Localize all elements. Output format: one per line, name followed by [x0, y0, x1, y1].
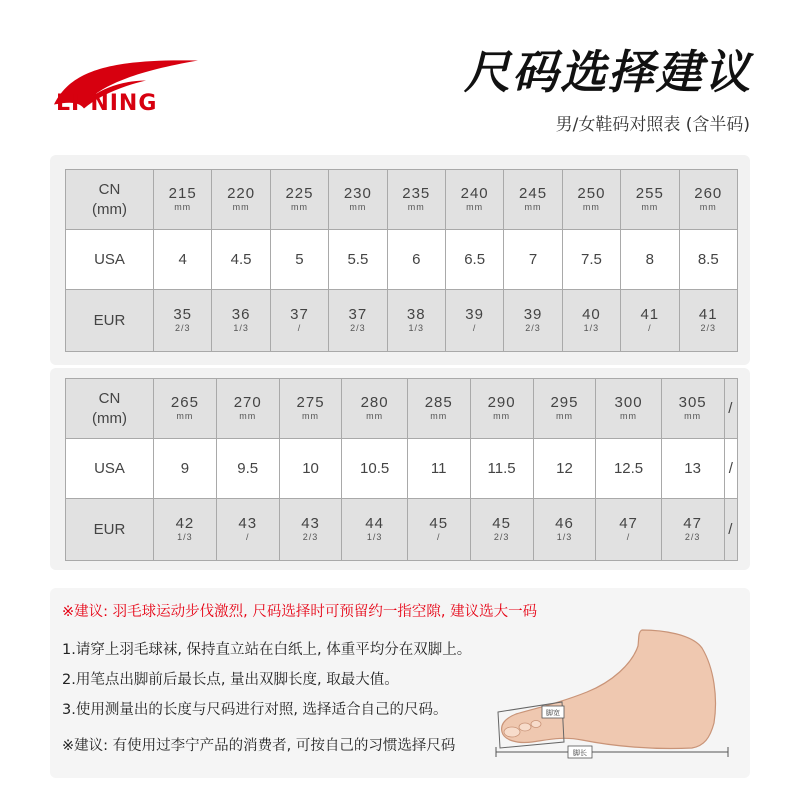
usa-cell: / — [724, 439, 737, 499]
cn-cell: 290 mm — [470, 379, 533, 439]
cn-label: CN — [98, 180, 121, 198]
cn-cell: 280 mm — [342, 379, 407, 439]
usa-row — [66, 230, 738, 290]
cn-cell: 295 mm — [533, 379, 596, 439]
eur-cell: 35 2/3 — [154, 290, 212, 352]
eur-cell: 43 / — [216, 499, 279, 561]
brand-habit-note: ※建议: 有使用过李宁产品的消费者, 可按自己的习惯选择尺码 — [62, 738, 456, 754]
foot-measurement-diagram — [492, 628, 737, 763]
cn-unit-label: (mm) — [92, 200, 127, 218]
eur-row — [66, 499, 738, 561]
usa-cell: 8 — [621, 230, 679, 290]
cn-label: CN — [98, 389, 121, 407]
usa-cell: 6.5 — [445, 230, 503, 290]
page-title: 尺码选择建议 — [464, 45, 752, 99]
usa-cell: 12 — [533, 439, 596, 499]
usa-cell: 7 — [504, 230, 562, 290]
usa-header: USA — [66, 230, 154, 290]
eur-header: EUR — [66, 499, 154, 561]
usa-cell: 10 — [279, 439, 342, 499]
cn-cell: 270 mm — [216, 379, 279, 439]
usa-cell: 11 — [407, 439, 470, 499]
eur-cell: 36 1/3 — [212, 290, 270, 352]
cn-cell: 230 mm — [329, 170, 387, 230]
cn-cell: 255 mm — [621, 170, 679, 230]
cn-header — [66, 379, 154, 439]
cn-cell: 240 mm — [445, 170, 503, 230]
cn-cell: 300 mm — [596, 379, 661, 439]
cn-cell: 220 mm — [212, 170, 270, 230]
page-subtitle: 男/女鞋码对照表 (含半码) — [555, 115, 750, 135]
cn-row — [66, 379, 738, 439]
eur-cell: 46 1/3 — [533, 499, 596, 561]
size-table-2 — [65, 378, 738, 561]
eur-cell: 45 2/3 — [470, 499, 533, 561]
usa-cell: 12.5 — [596, 439, 661, 499]
eur-cell: 37 2/3 — [329, 290, 387, 352]
size-panel-1 — [50, 155, 750, 365]
size-warning: ※建议: 羽毛球运动步伐激烈, 尺码选择时可预留约一指空隙, 建议选大一码 — [62, 604, 538, 620]
cn-cell: 215 mm — [154, 170, 212, 230]
eur-cell: 43 2/3 — [279, 499, 342, 561]
brand-name: LI-NING — [56, 91, 158, 116]
eur-cell: 44 1/3 — [342, 499, 407, 561]
usa-cell: 11.5 — [470, 439, 533, 499]
usa-cell: 6 — [387, 230, 445, 290]
cn-cell: 245 mm — [504, 170, 562, 230]
foot-width-label: 脚宽 — [546, 709, 560, 717]
eur-cell: 47 2/3 — [661, 499, 724, 561]
usa-header: USA — [66, 439, 154, 499]
eur-cell: 45 / — [407, 499, 470, 561]
cn-row — [66, 170, 738, 230]
usa-cell: 9.5 — [216, 439, 279, 499]
step-2-text: 2.用笔点出脚前后最长点, 量出双脚长度, 取最大值。 — [62, 672, 399, 688]
cn-cell: 260 mm — [679, 170, 737, 230]
usa-cell: 13 — [661, 439, 724, 499]
size-panel-2 — [50, 368, 750, 570]
eur-header: EUR — [66, 290, 154, 352]
cn-cell: 225 mm — [270, 170, 328, 230]
cn-cell: / — [724, 379, 737, 439]
eur-cell: 39 2/3 — [504, 290, 562, 352]
foot-illustration-icon — [502, 630, 716, 749]
eur-cell: 42 1/3 — [154, 499, 217, 561]
usa-cell: 4 — [154, 230, 212, 290]
cn-cell: 285 mm — [407, 379, 470, 439]
cn-cell: 265 mm — [154, 379, 217, 439]
header — [0, 0, 800, 150]
eur-cell: 40 1/3 — [562, 290, 620, 352]
eur-cell: 47 / — [596, 499, 661, 561]
usa-row — [66, 439, 738, 499]
size-table-1 — [65, 169, 738, 352]
eur-cell: 39 / — [445, 290, 503, 352]
eur-cell: 41 / — [621, 290, 679, 352]
cn-cell: 250 mm — [562, 170, 620, 230]
foot-length-label: 脚长 — [573, 749, 587, 757]
usa-cell: 8.5 — [679, 230, 737, 290]
usa-cell: 4.5 — [212, 230, 270, 290]
cn-header — [66, 170, 154, 230]
step-3-text: 3.使用测量出的长度与尺码进行对照, 选择适合自己的尺码。 — [62, 702, 448, 718]
cn-cell: 235 mm — [387, 170, 445, 230]
step-1-text: 1.请穿上羽毛球袜, 保持直立站在白纸上, 体重平均分在双脚上。 — [62, 642, 472, 658]
usa-cell: 7.5 — [562, 230, 620, 290]
eur-row — [66, 290, 738, 352]
eur-cell: 41 2/3 — [679, 290, 737, 352]
cn-cell: 305 mm — [661, 379, 724, 439]
eur-cell: 38 1/3 — [387, 290, 445, 352]
cn-unit-label: (mm) — [92, 409, 127, 427]
eur-cell: / — [724, 499, 737, 561]
usa-cell: 9 — [154, 439, 217, 499]
usa-cell: 10.5 — [342, 439, 407, 499]
usa-cell: 5.5 — [329, 230, 387, 290]
eur-cell: 37 / — [270, 290, 328, 352]
cn-cell: 275 mm — [279, 379, 342, 439]
usa-cell: 5 — [270, 230, 328, 290]
